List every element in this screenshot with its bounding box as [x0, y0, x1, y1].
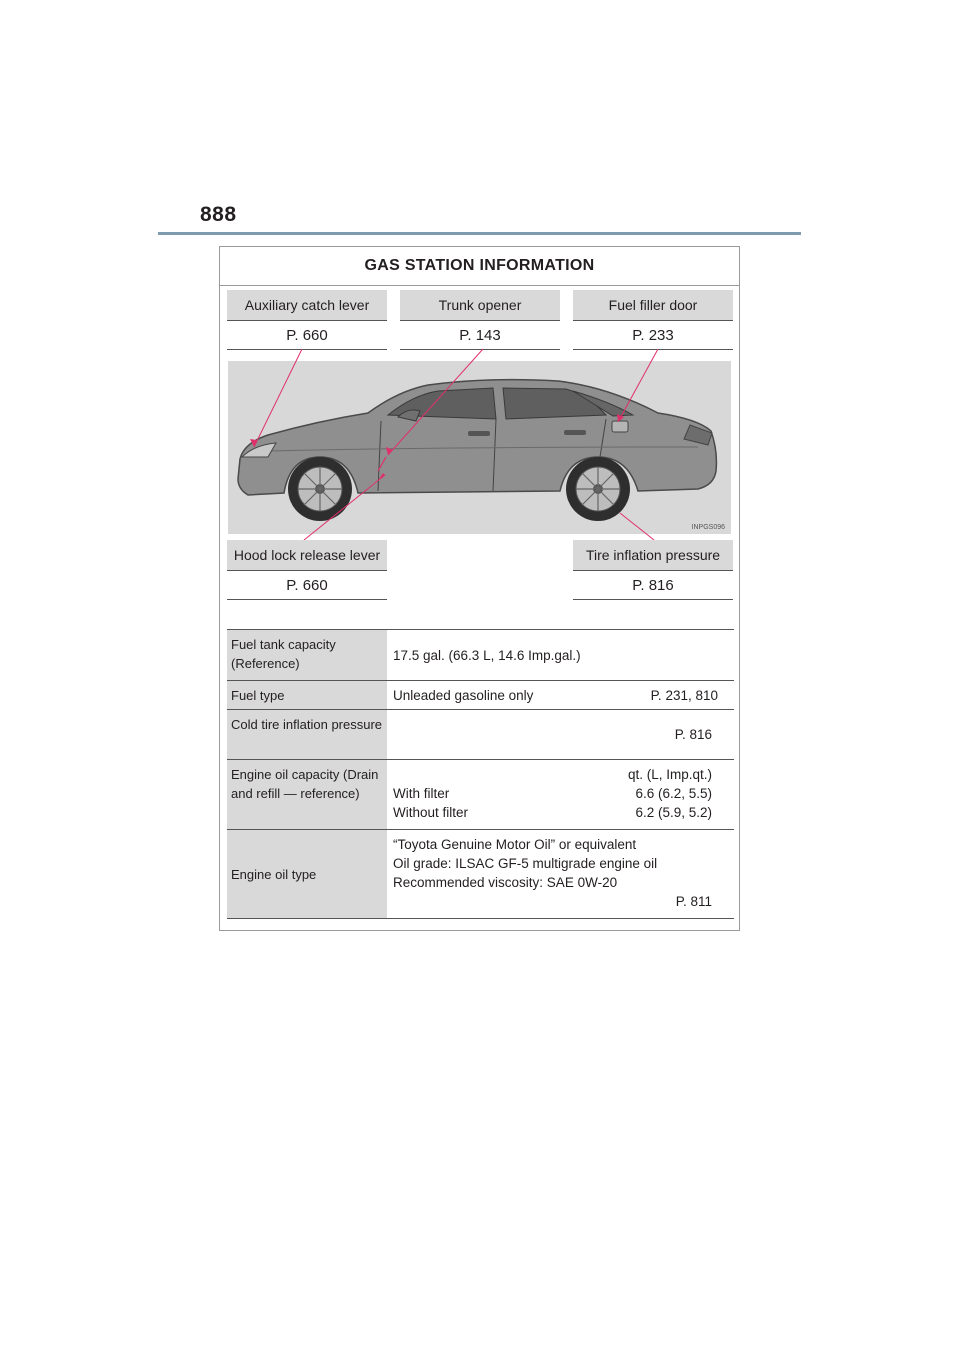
spec-label: Engine oil capacity (Drain and refill — reference)	[227, 760, 387, 829]
spec-value: 17.5 gal. (66.3 L, 14.6 Imp.gal.)	[393, 647, 581, 663]
callout-label: Trunk opener	[400, 290, 560, 320]
spec-row-oil-capacity	[227, 760, 734, 830]
page-reference[interactable]: P. 233	[573, 320, 733, 350]
page-reference[interactable]: P. 811	[675, 894, 712, 909]
spec-label: Fuel tank capacity (Reference)	[227, 630, 387, 680]
spec-value	[387, 760, 734, 829]
oil-type-line: “Toyota Genuine Motor Oil” or equivalent	[393, 837, 637, 852]
spec-value	[387, 710, 734, 759]
spec-row-tire-pressure	[227, 710, 734, 760]
fuel-type-value: Unleaded gasoline only	[393, 687, 534, 703]
callout-tire-inflation-pressure	[573, 540, 733, 600]
callout-trunk-opener	[400, 290, 560, 350]
callout-label: Hood lock release lever	[227, 540, 387, 570]
oil-type-line: Oil grade: ILSAC GF-5 multigrade engine oil	[393, 856, 658, 871]
callout-label: Tire inflation pressure	[573, 540, 733, 570]
with-filter-value: 6.6 (6.2, 5.5)	[635, 786, 712, 801]
spec-row-oil-type	[227, 830, 734, 919]
spec-value	[387, 830, 734, 918]
spec-row-fuel-tank	[227, 630, 734, 681]
page-reference[interactable]: P. 660	[227, 570, 387, 600]
spec-row-fuel-type	[227, 681, 734, 710]
panel-title: GAS STATION INFORMATION	[220, 247, 739, 286]
page-reference[interactable]: P. 231, 810	[650, 687, 718, 703]
spec-label: Engine oil type	[227, 830, 387, 918]
without-filter-label: Without filter	[393, 805, 469, 820]
gas-station-info-panel	[219, 246, 740, 931]
page-reference[interactable]: P. 816	[573, 570, 733, 600]
spec-label: Cold tire inflation pressure	[227, 710, 387, 759]
oil-without-filter	[393, 803, 712, 822]
oil-type-line: Recommended viscosity: SAE 0W-20	[393, 875, 618, 890]
oil-unit: qt. (L, Imp.qt.)	[627, 767, 712, 782]
car-illustration	[228, 361, 731, 534]
callout-auxiliary-catch-lever	[227, 290, 387, 350]
oil-with-filter	[393, 784, 712, 803]
spec-table	[227, 629, 734, 919]
callout-fuel-filler-door	[573, 290, 733, 350]
page-reference[interactable]: P. 143	[400, 320, 560, 350]
callout-hood-lock-release-lever	[227, 540, 387, 600]
callout-label: Fuel filler door	[573, 290, 733, 320]
header-rule	[158, 232, 801, 235]
page-number: 888	[200, 203, 237, 226]
spec-value	[387, 681, 734, 709]
page-reference[interactable]: P. 816	[674, 727, 712, 742]
without-filter-value: 6.2 (5.9, 5.2)	[635, 805, 712, 820]
car-side-view-icon	[228, 361, 731, 534]
spec-label: Fuel type	[227, 681, 387, 709]
with-filter-label: With filter	[393, 786, 450, 801]
page-reference[interactable]: P. 660	[227, 320, 387, 350]
callout-label: Auxiliary catch lever	[227, 290, 387, 320]
image-code: INPGS096	[691, 524, 725, 531]
